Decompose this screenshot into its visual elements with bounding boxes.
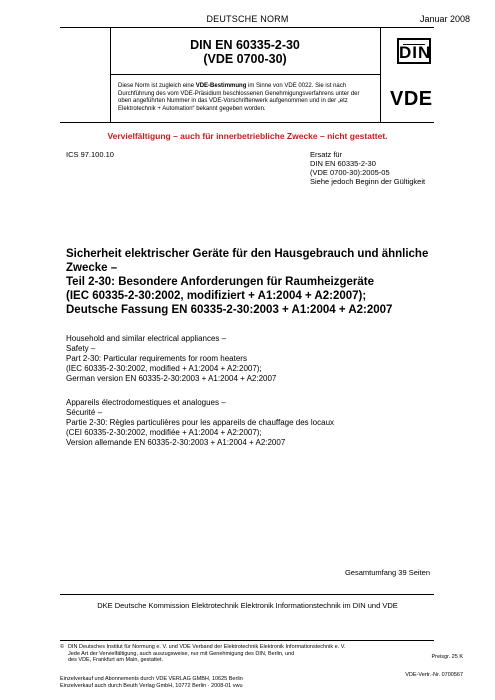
english-title-line: Household and similar electrical appliances –: [66, 334, 227, 343]
english-title-line: German version EN 60335-2-30:2003 + A1:2004 + A2:2007: [66, 374, 277, 383]
english-title-line: (IEC 60335-2-30:2002, modified + A1:2004 + A2:2007);: [66, 364, 262, 373]
french-title-line: Partie 2-30: Règles particulières pour les appareils de chauffage des locaux: [66, 418, 335, 427]
copyright-line: Jede Art der Vervielfältigung, auch auszugsweise, nur mit Genehmigung des DIN, Berlin, und: [68, 650, 295, 657]
french-title-line: Appareils électrodomestiques et analogues –: [66, 398, 226, 407]
price-group: [405, 653, 463, 679]
document-number: [110, 38, 380, 66]
footer-top-divider: [60, 640, 434, 641]
french-title-line: Sécurité –: [66, 408, 103, 417]
english-title: [66, 334, 446, 384]
german-title-line: (IEC 60335-2-30:2002, modifiziert + A1:2004 + A2:2007);: [66, 290, 367, 302]
vde-logo: VDE: [390, 88, 433, 110]
dke-top-divider: [60, 594, 434, 595]
din-logo: [397, 38, 431, 64]
german-title-line: Deutsche Fassung EN 60335-2-30:2003 + A1:2004 + A2:2007: [66, 304, 393, 316]
sales-info: [60, 676, 380, 689]
sales-line: Einzelverkauf und Abonnements durch VDE VERLAG GMBH, 10625 Berlin: [60, 676, 243, 682]
notice-bottom-divider: [60, 122, 434, 123]
english-title-line: Safety –: [66, 344, 96, 353]
norm-type-header: DEUTSCHE NORM: [206, 14, 289, 24]
replacement-line: Ersatz für: [310, 150, 343, 159]
din-logo-text: DIN: [399, 43, 432, 62]
document-number-vde: (VDE 0700-30): [203, 52, 287, 66]
copyright-symbol: ©: [60, 644, 65, 650]
replacement-line: (VDE 0700-30):2005-05: [310, 168, 390, 177]
german-title-line: Teil 2-30: Besondere Anforderungen für Raumheizgeräte: [66, 276, 375, 288]
notice-text-start: Diese Norm ist zugleich eine: [118, 83, 196, 89]
copyright-notice: [60, 644, 380, 664]
replacement-line: Siehe jedoch Beginn der Gültigkeit: [310, 177, 426, 186]
total-pages: Gesamtumfang 39 Seiten: [344, 568, 430, 577]
replacement-info: [310, 150, 425, 186]
notice-text-end: im Sinne von VDE 0022. Sie ist nach Durchführung des vom VDE-Präsidium beschlossenen Genehmigungsverfahrens unter der oben angeführten Nummer in das VDE-Vorschriftenwerk aufgenommen und in der „etz Elektrotechnik + Automation“ bekannt gegeben worden.: [118, 83, 360, 112]
top-divider: [60, 27, 434, 28]
publication-date: Januar 2008: [420, 14, 471, 24]
vde-order-number: VDE-Vertr.-Nr. 0700567: [405, 672, 463, 678]
french-title: [66, 398, 446, 448]
ics-code: ICS 97.100.10: [66, 150, 114, 159]
title-bottom-divider: [110, 74, 380, 75]
german-title-line: Sicherheit elektrischer Geräte für den Hausgebrauch und ähnliche: [66, 248, 429, 260]
vde-notice: [118, 83, 374, 113]
english-title-line: Part 2-30: Particular requirements for room heaters: [66, 354, 247, 363]
copyright-line: des VDE, Frankfurt am Main, gestattet.: [68, 657, 164, 664]
copyright-line: [60, 644, 380, 651]
french-title-line: (CEI 60335-2-30:2002, modifiée + A1:2004 + A2:2007);: [66, 428, 262, 437]
sales-line: Einzelverkauf auch durch Beuth Verlag GmbH, 10772 Berlin · 2008-01 vwu: [60, 682, 243, 689]
german-title: [66, 247, 446, 317]
document-number-din: DIN EN 60335-2-30: [190, 38, 300, 52]
german-title-line: Zwecke –: [66, 262, 118, 274]
title-right-border: [380, 27, 381, 122]
replacement-line: DIN EN 60335-2-30: [310, 159, 376, 168]
dke-line: DKE Deutsche Kommission Elektrotechnik Elektronik Informationstechnik im DIN und VDE: [97, 601, 398, 610]
french-title-line: Version allemande EN 60335-2-30:2003 + A1:2004 + A2:2007: [66, 438, 286, 447]
price-group-text: Preisgr. 25 K: [431, 654, 463, 660]
notice-text-bold: VDE-Bestimmung: [195, 83, 247, 89]
copy-warning: Vervielfältigung – auch für innerbetriebliche Zwecke – nicht gestattet.: [107, 131, 388, 141]
copyright-text: DIN Deutsches Institut für Normung e. V. und VDE Verband der Elektrotechnik Elektronik Informationstechnik e. V.: [68, 644, 346, 650]
